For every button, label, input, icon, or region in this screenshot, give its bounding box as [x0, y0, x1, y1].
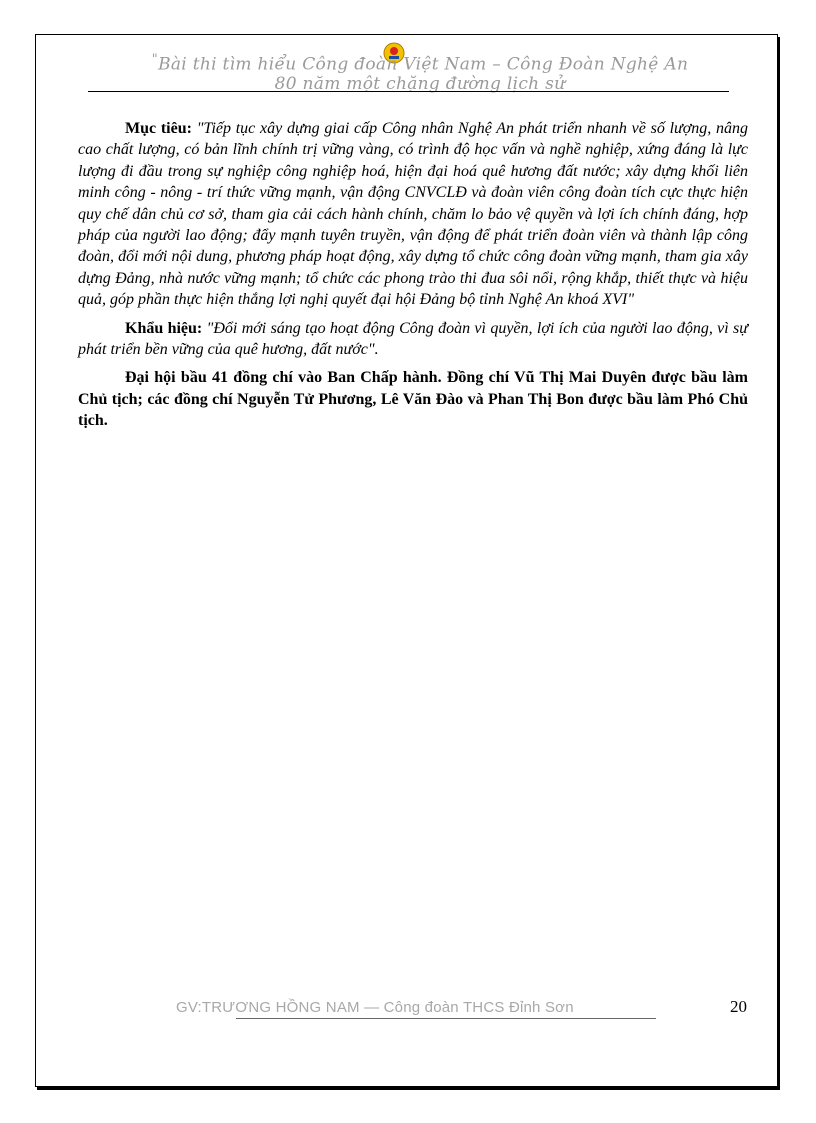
- slogan-paragraph: [78, 318, 748, 361]
- objective-paragraph: [78, 118, 748, 311]
- header-title-line1: "Bài thi tìm hiểu Công đoàn Việt Nam – Công Đoàn Nghệ An: [151, 52, 689, 75]
- objective-text: "Tiếp tục xây dựng giai cấp Công nhân Nghệ An phát triển nhanh về số lượng, nâng cao chất lượng, có bản lĩnh chính trị vững vàng, có trình độ học vấn và nghề nghiệp, xứng đáng là lực lượng đi đầu trong sự nghiệp công nghiệp hoá, hiện đại hoá quê hương đất nước; xây dựng khối liên minh công - nông - trí thức vững mạnh, vận động CNVCLĐ và đoàn viên công đoàn tích cực thực hiện quy chế dân chủ cơ sở, tham gia cải cách hành chính, chăm lo bảo vệ quyền và lợi ích chính đáng, hợp pháp của người lao động; đẩy mạnh tuyên truyền, vận động để phát triển đoàn viên và thành lập công đoàn, đổi mới nội dung, phương pháp hoạt động, xây dựng tổ chức công đoàn vững mạnh, tham gia xây dựng Đảng, nhà nước vững mạnh; tổ chức các phong trào thi đua sôi nổi, rộng khắp, thiết thực và hiệu quả, góp phần thực hiện thắng lợi nghị quyết đại hội Đảng bộ tỉnh Nghệ An khoá XVI": [78, 120, 749, 309]
- objective-label: Mục tiêu:: [125, 120, 192, 137]
- slogan-text: "Đổi mới sáng tạo hoạt động Công đoàn vì quyền, lợi ích của người lao động, vì sự phát triển bền vững của quê hương, đất nước".: [78, 319, 749, 359]
- footer-underline: [236, 1018, 656, 1019]
- election-paragraph: Đại hội bầu 41 đồng chí vào Ban Chấp hành. Đồng chí Vũ Thị Mai Duyên được bầu làm Chủ tịch; các đồng chí Nguyễn Tử Phương, Lê Văn Đào và Phan Thị Bon được bầu làm Phó Chủ tịch.: [78, 369, 748, 430]
- page-number: 20: [730, 997, 747, 1016]
- slogan-label: Khẩu hiệu:: [125, 319, 203, 337]
- footer-author: GV:TRƯƠNG HỒNG NAM — Công đoàn THCS Đỉnh Sơn: [176, 999, 574, 1016]
- page-header: [100, 50, 740, 94]
- document-body: [78, 118, 748, 439]
- header-divider: [88, 91, 729, 92]
- header-title-line2: 80 năm một chặng đường lịch sử: [274, 73, 566, 94]
